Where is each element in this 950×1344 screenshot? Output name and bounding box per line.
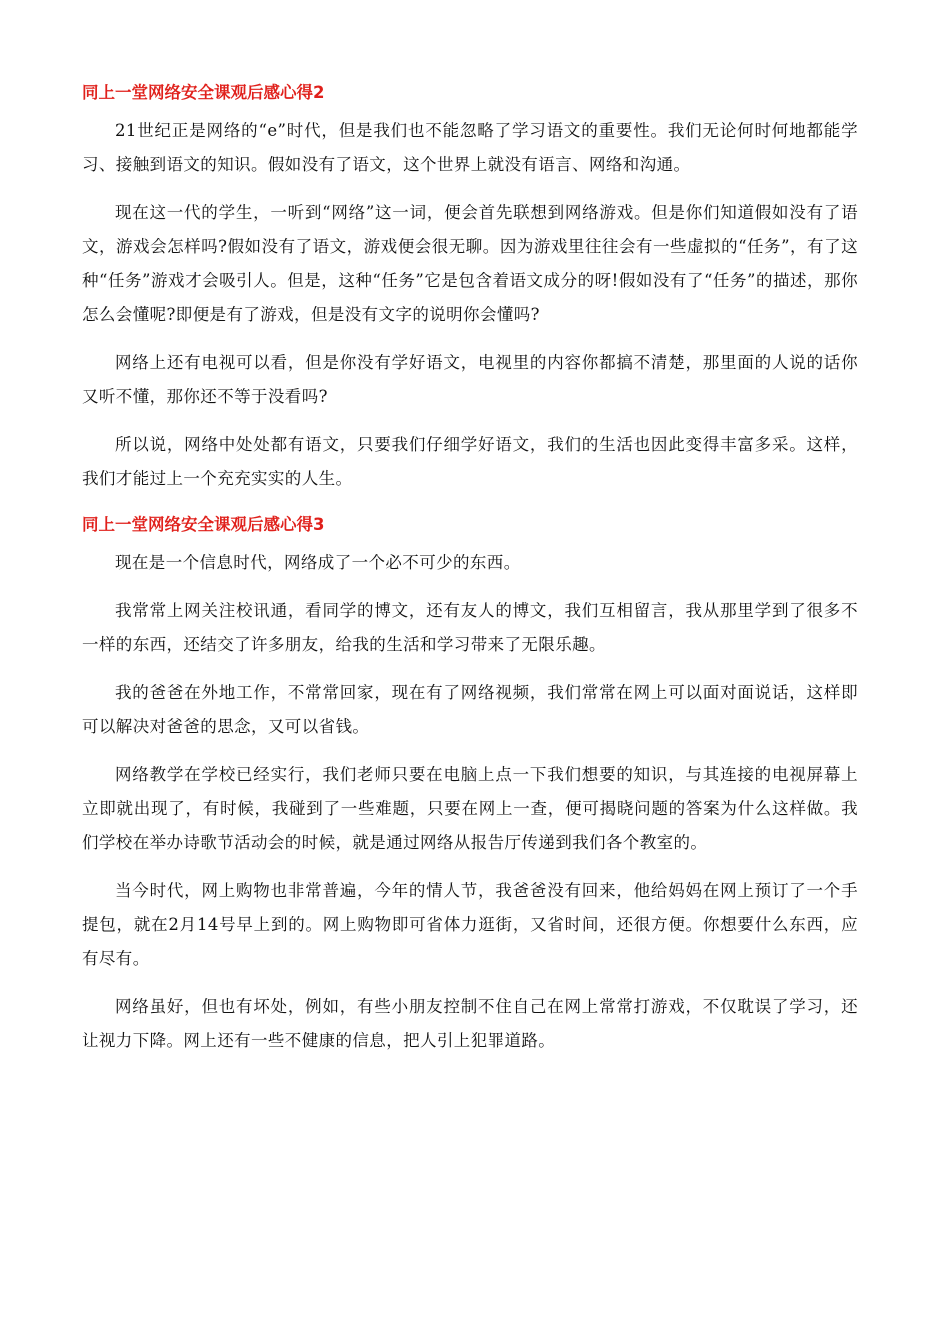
paragraph: 21世纪正是网络的“e”时代，但是我们也不能忽略了学习语文的重要性。我们无论何时何地都能学习、接触到语文的知识。假如没有了语文，这个世界上就没有语言、网络和沟通。: [82, 121, 858, 174]
section-heading: 同上一堂网络安全课观后感心得2: [82, 83, 325, 102]
paragraph: 网络教学在学校已经实行，我们老师只要在电脑上点一下我们想要的知识，与其连接的电视屏幕上立即就出现了，有时候，我碰到了一些难题，只要在网上一查，便可揭晓问题的答案为什么这样做。我们学校在举办诗歌节活动会的时候，就是通过网络从报告厅传递到我们各个教室的。: [82, 765, 858, 852]
paragraph: 我常常上网关注校讯通，看同学的博文，还有友人的博文，我们互相留言，我从那里学到了很多不一样的东西，还结交了许多朋友，给我的生活和学习带来了无限乐趣。: [82, 601, 858, 654]
paragraph: 现在这一代的学生，一听到“网络”这一词，便会首先联想到网络游戏。但是你们知道假如没有了语文，游戏会怎样吗?假如没有了语文，游戏便会很无聊。因为游戏里往往会有一些虚拟的“任务”，有了这种“任务”游戏才会吸引人。但是，这种“任务”它是包含着语文成分的呀!假如没有了“任务”的描述，那你怎么会懂呢?即便是有了游戏，但是没有文字的说明你会懂吗?: [82, 203, 858, 324]
section-essay-2: [82, 74, 858, 496]
section-heading: 同上一堂网络安全课观后感心得3: [82, 515, 325, 534]
paragraph: 网络上还有电视可以看，但是你没有学好语文，电视里的内容你都搞不清楚，那里面的人说的话你又听不懂，那你还不等于没看吗?: [82, 353, 858, 406]
section-essay-3: [82, 506, 858, 1058]
paragraph: 所以说，网络中处处都有语文，只要我们仔细学好语文，我们的生活也因此变得丰富多采。这样，我们才能过上一个充充实实的人生。: [82, 435, 858, 488]
paragraph: 我的爸爸在外地工作，不常常回家，现在有了网络视频，我们常常在网上可以面对面说话，这样即可以解决对爸爸的思念，又可以省钱。: [82, 683, 858, 736]
paragraph: 现在是一个信息时代，网络成了一个必不可少的东西。: [115, 553, 521, 572]
paragraph: 当今时代，网上购物也非常普遍，今年的情人节，我爸爸没有回来，他给妈妈在网上预订了一个手提包，就在2月14号早上到的。网上购物即可省体力逛街，又省时间，还很方便。你想要什么东西，应有尽有。: [82, 881, 858, 968]
paragraph: 网络虽好，但也有坏处，例如，有些小朋友控制不住自己在网上常常打游戏，不仅耽误了学习，还让视力下降。网上还有一些不健康的信息，把人引上犯罪道路。: [82, 997, 858, 1050]
